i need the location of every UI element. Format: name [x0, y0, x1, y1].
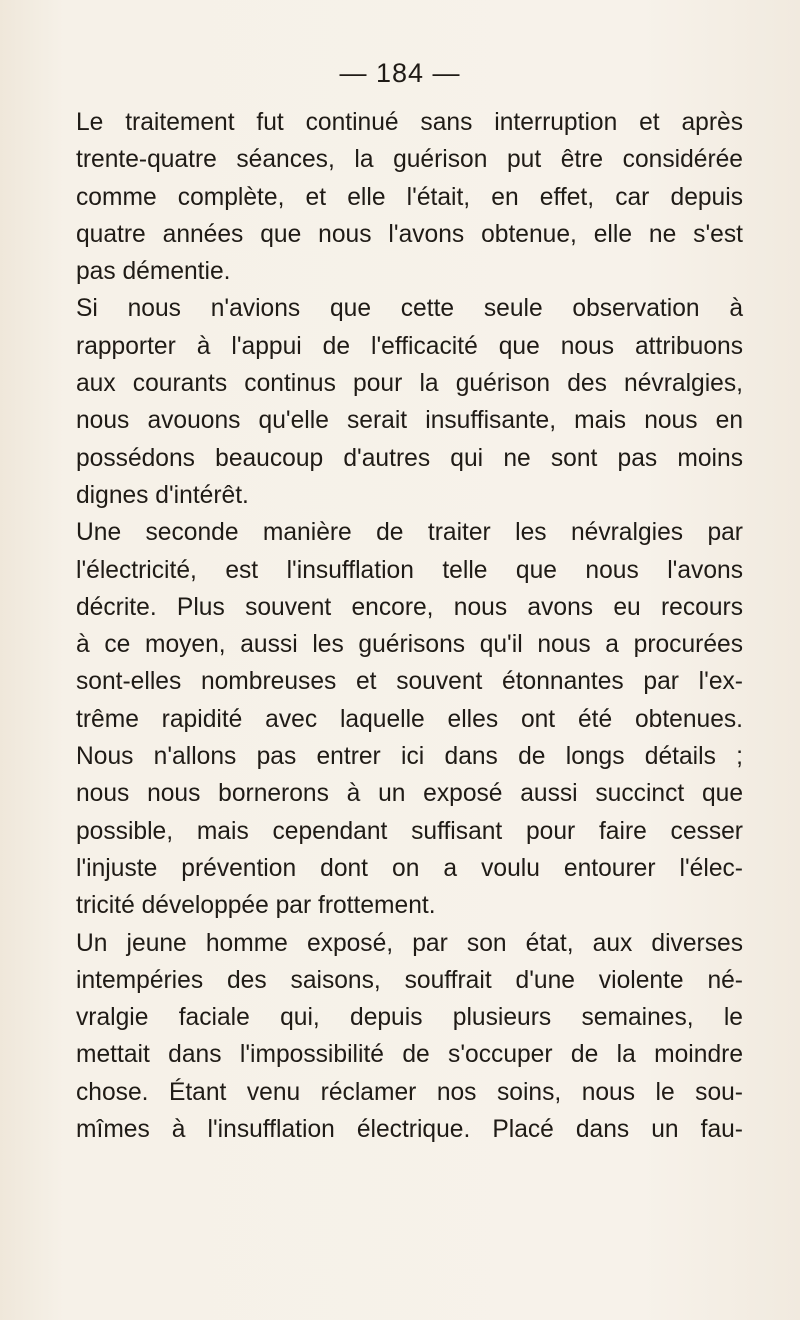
text-line: possible, mais cependant suffisant pour faire cesser — [76, 817, 743, 845]
text-line: sont-elles nombreuses et souvent étonnantes par l'ex- — [76, 668, 743, 696]
text-line: à ce moyen, aussi les guérisons qu'il nous a procurées — [76, 631, 743, 659]
text-line: Le traitement fut continué sans interruption et après — [76, 109, 743, 136]
text-line: quatre années que nous l'avons obtenue, elle ne s'est — [76, 220, 743, 248]
text-line: comme complète, et elle l'était, en effet, car depuis — [76, 183, 743, 211]
text-line: vralgie faciale qui, depuis plusieurs semaines, le — [76, 1004, 743, 1032]
text-line: nous avouons qu'elle serait insuffisante, mais nous en — [76, 407, 743, 435]
text-line: trente-quatre séances, la guérison put être considérée — [76, 146, 743, 174]
paragraph-4 — [76, 925, 743, 1149]
text-line: décrite. Plus souvent encore, nous avons eu recours — [76, 593, 743, 621]
text-line: chose. Étant venu réclamer nos soins, nous le sou- — [76, 1078, 743, 1106]
text-line: l'injuste prévention dont on a voulu entourer l'élec- — [76, 854, 743, 882]
text-line: mîmes à l'insufflation électrique. Placé dans un fau- — [76, 1116, 743, 1144]
text-line: intempéries des saisons, souffrait d'une violente né- — [76, 966, 743, 994]
text-line: pas démentie. — [76, 258, 231, 286]
paragraph-1 — [76, 104, 743, 290]
text-line: Un jeune homme exposé, par son état, aux diverses — [76, 929, 743, 957]
text-line: mettait dans l'impossibilité de s'occuper de la moindre — [76, 1041, 743, 1069]
paragraph-2 — [76, 290, 743, 514]
text-line: nous nous bornerons à un exposé aussi succinct que — [76, 780, 743, 808]
text-line: aux courants continus pour la guérison des névralgies, — [76, 370, 743, 398]
text-line: l'électricité, est l'insufflation telle que nous l'avons — [76, 556, 743, 584]
page-number: — 184 — — [339, 58, 461, 88]
body-text — [76, 104, 743, 1148]
text-line: rapporter à l'appui de l'efficacité que nous attribuons — [76, 332, 743, 360]
text-line: tricité développée par frottement. — [76, 892, 436, 920]
text-line: dignes d'intérêt. — [76, 481, 249, 509]
paragraph-3 — [76, 514, 743, 924]
text-line: trême rapidité avec laquelle elles ont été obtenues. — [76, 705, 743, 733]
text-line: Si nous n'avions que cette seule observation à — [76, 295, 743, 323]
text-line: possédons beaucoup d'autres qui ne sont pas moins — [76, 444, 743, 472]
text-line: Une seconde manière de traiter les névralgies par — [76, 519, 743, 547]
text-line: Nous n'allons pas entrer ici dans de longs détails ; — [76, 743, 743, 771]
